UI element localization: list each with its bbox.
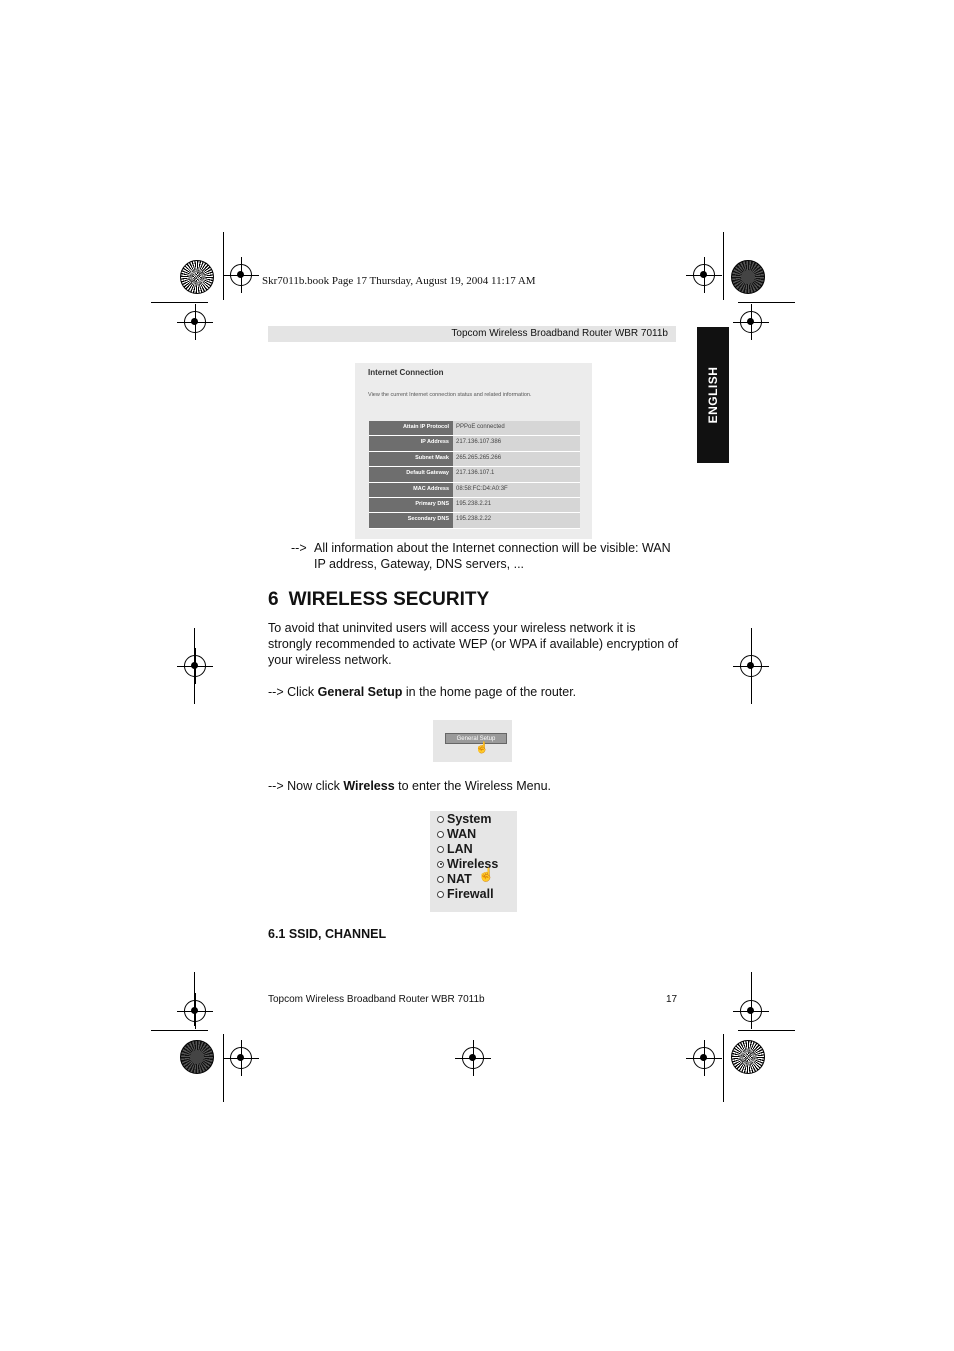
internet-connection-screenshot: [355, 363, 592, 539]
table-row: [369, 421, 580, 436]
registration-mark-icon: [693, 1047, 715, 1069]
menu-item-label: Firewall: [447, 887, 494, 901]
row-label: Subnet Mask: [369, 452, 453, 466]
section-title: WIRELESS SECURITY: [288, 589, 490, 610]
language-tab-label: ENGLISH: [706, 366, 720, 424]
trim-mark: [151, 1030, 208, 1031]
language-tab: [697, 327, 729, 463]
menu-item-label: NAT: [447, 872, 472, 886]
row-value: 195.238.2.22: [453, 513, 580, 527]
panel-title: Internet Connection: [368, 368, 444, 377]
row-label: Attain IP Protocol: [369, 421, 453, 435]
hand-cursor-icon: ☝: [475, 742, 489, 754]
registration-mark-icon: [230, 1047, 252, 1069]
subsection-heading: 6.1 SSID, CHANNEL: [268, 927, 387, 941]
row-label: Primary DNS: [369, 498, 453, 512]
row-value: 08:58:FC:D4:A0:3F: [453, 483, 580, 497]
star-target-icon: [180, 260, 214, 294]
star-target-icon: [180, 1040, 214, 1074]
row-label: MAC Address: [369, 483, 453, 497]
row-label: IP Address: [369, 436, 453, 450]
menu-item-nat[interactable]: [437, 872, 472, 886]
registration-mark-icon: [693, 264, 715, 286]
table-row: [369, 436, 580, 451]
menu-item-firewall[interactable]: [437, 887, 494, 901]
step-wireless: [268, 778, 551, 794]
general-setup-button[interactable]: General Setup: [445, 733, 507, 744]
footer-title: Topcom Wireless Broadband Router WBR 7011b: [268, 994, 485, 1005]
section-heading: [268, 589, 489, 611]
info-note-text: All information about the Internet connection will be visible: WAN IP address, Gateway, DNS servers, ...: [314, 541, 671, 571]
header-title: Topcom Wireless Broadband Router WBR 7011b: [451, 328, 668, 339]
step-suffix: in the home page of the router.: [402, 685, 577, 699]
row-label: Default Gateway: [369, 467, 453, 481]
trim-mark: [723, 232, 724, 300]
general-setup-screenshot: [433, 720, 512, 762]
trim-mark: [738, 302, 795, 303]
table-row: [369, 467, 580, 482]
menu-item-label: LAN: [447, 842, 473, 856]
table-row: [369, 513, 580, 528]
intro-paragraph: To avoid that uninvited users will access your wireless network it is strongly recommended to activate WEP (or WPA if available) encryption of your wireless network.: [268, 621, 679, 667]
menu-item-label: WAN: [447, 827, 477, 841]
panel-description: View the current Internet connection status and related information.: [368, 392, 532, 398]
radio-icon: [437, 891, 444, 898]
running-header: [268, 326, 676, 342]
row-value: PPPoE connected: [453, 421, 580, 435]
section-number: 6: [268, 589, 279, 610]
radio-icon: [437, 831, 444, 838]
print-slug: Skr7011b.book Page 17 Thursday, August 19, 2004 11:17 AM: [262, 275, 536, 287]
step-prefix: --> Click: [268, 685, 318, 699]
registration-mark-icon: [230, 264, 252, 286]
step-keyword: Wireless: [343, 779, 395, 793]
router-menu-screenshot: [430, 811, 517, 912]
registration-mark-icon: [462, 1047, 484, 1069]
radio-icon: [437, 816, 444, 823]
star-target-icon: [731, 260, 765, 294]
arrow-marker: -->: [291, 541, 307, 555]
registration-mark-icon: [184, 1000, 206, 1022]
trim-mark: [223, 232, 224, 300]
row-value: 195.238.2.21: [453, 498, 580, 512]
trim-mark: [723, 1034, 724, 1102]
menu-item-label: Wireless: [447, 857, 499, 871]
step-suffix: to enter the Wireless Menu.: [394, 779, 551, 793]
trim-mark: [738, 1030, 795, 1031]
radio-selected-icon: [437, 861, 444, 868]
menu-item-system[interactable]: [437, 812, 491, 826]
row-value: 217.136.107.1: [453, 467, 580, 481]
registration-mark-icon: [184, 655, 206, 677]
step-keyword: General Setup: [317, 685, 403, 699]
connection-info-table: [369, 421, 580, 529]
star-target-icon: [731, 1040, 765, 1074]
radio-icon: [437, 846, 444, 853]
step-general-setup: [268, 684, 576, 700]
table-row: [369, 483, 580, 498]
registration-mark-icon: [740, 1000, 762, 1022]
row-label: Secondary DNS: [369, 513, 453, 527]
menu-item-lan[interactable]: [437, 842, 473, 856]
registration-mark-icon: [740, 311, 762, 333]
row-value: 217.136.107.386: [453, 436, 580, 450]
trim-mark: [151, 302, 208, 303]
menu-item-wan[interactable]: [437, 827, 476, 841]
table-row: [369, 498, 580, 513]
hand-cursor-icon: ☝: [478, 867, 495, 882]
radio-icon: [437, 876, 444, 883]
trim-mark: [223, 1034, 224, 1102]
step-prefix: --> Now click: [268, 779, 344, 793]
registration-mark-icon: [184, 311, 206, 333]
row-value: 265.265.265.266: [453, 452, 580, 466]
registration-mark-icon: [740, 655, 762, 677]
menu-item-label: System: [447, 812, 492, 826]
page-number: 17: [666, 994, 678, 1005]
table-row: [369, 452, 580, 467]
